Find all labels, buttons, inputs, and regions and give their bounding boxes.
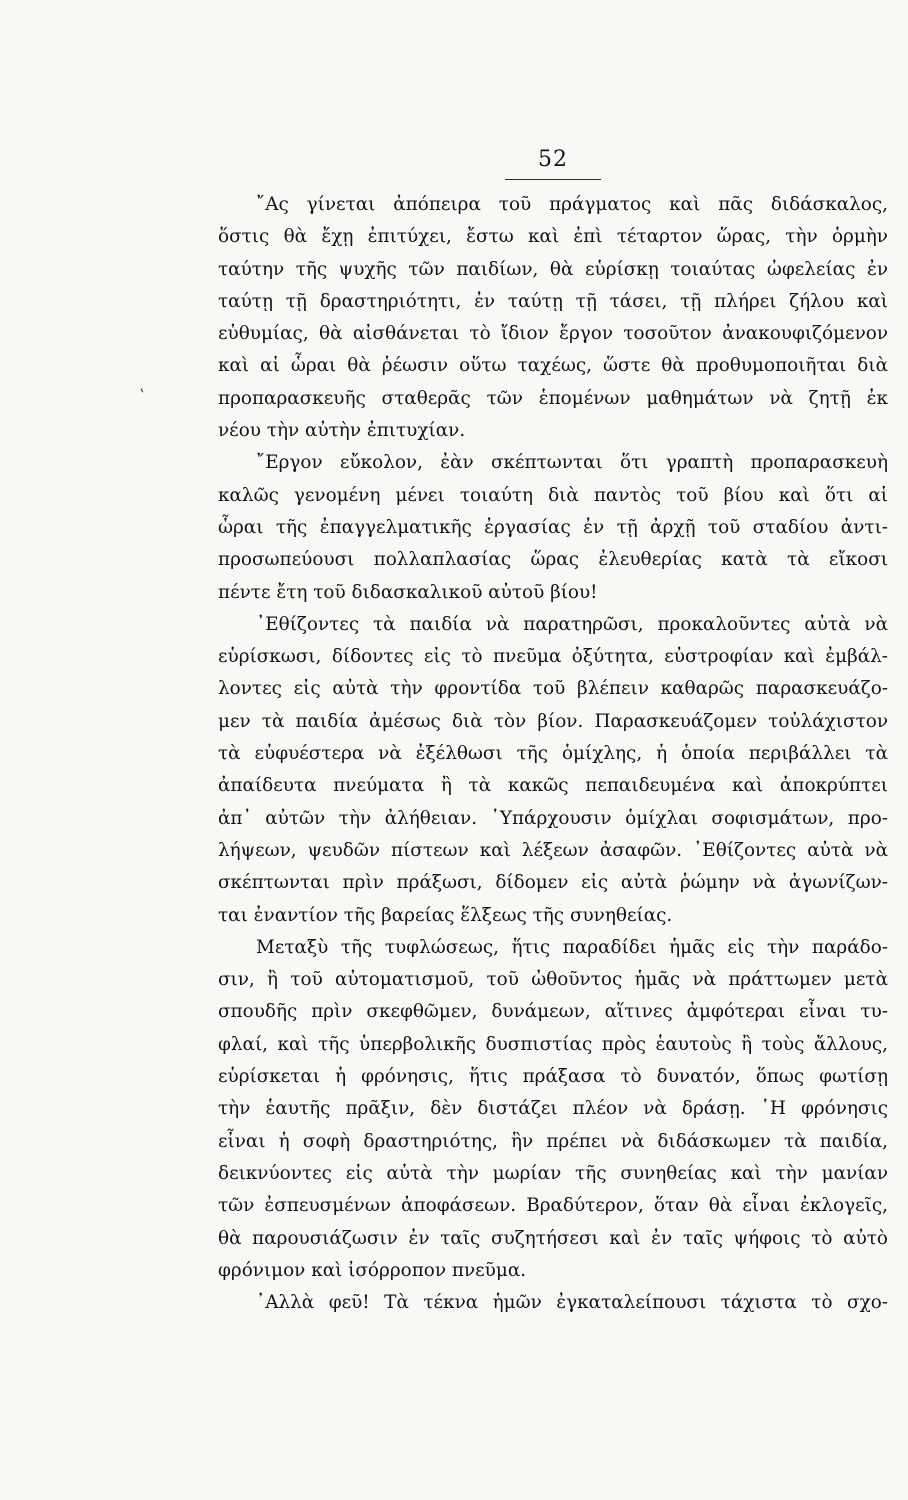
text-line: σιν, ἢ τοῦ αὐτοματισμοῦ, τοῦ ὠθοῦντος ἡμᾶς νὰ πράττωμεν μετὰ bbox=[218, 969, 888, 991]
text-line: εὑρίσκωσι, δίδοντες εἰς τὸ πνεῦμα ὀξύτητα, εὐστροφίαν καὶ ἐμβάλ- bbox=[218, 646, 888, 668]
text-line: ᾿Αλλὰ φεῦ! Τὰ τέκνα ἡμῶν ἐγκαταλείπουσι τάχιστα τὸ σχο- bbox=[256, 1292, 888, 1314]
page-number-rule bbox=[505, 179, 601, 180]
text-line: εὑρίσκεται ἡ φρόνησις, ἥτις πράξασα τὸ δυνατόν, ὅπως φωτίσῃ bbox=[218, 1066, 888, 1088]
text-line: νέου τὴν αὐτὴν ἐπιτυχίαν. bbox=[218, 420, 466, 442]
body-text bbox=[218, 189, 888, 1319]
text-line: ἀπαίδευτα πνεύματα ἢ τὰ κακῶς πεπαιδευμένα καὶ ἀποκρύπτει bbox=[218, 775, 888, 797]
text-line: φρόνιμον καὶ ἰσόρροπον πνεῦμα. bbox=[218, 1259, 527, 1281]
text-line: ταύτην τῆς ψυχῆς τῶν παιδίων, θὰ εὑρίσκῃ τοιαύτας ὠφελείας ἐν bbox=[218, 258, 888, 280]
text-line: θὰ παρουσιάζωσιν ἐν ταῖς συζητήσεσι καὶ ἐν ταῖς ψήφοις τὸ αὐτὸ bbox=[218, 1227, 888, 1249]
text-line: ὅστις θὰ ἔχῃ ἐπιτύχει, ἔστω καὶ ἐπὶ τέταρτον ὥρας, τὴν ὁρμὴν bbox=[218, 226, 888, 248]
text-line: ῎Εργον εὔκολον, ἐὰν σκέπτωνται ὅτι γραπτὴ προπαρασκευὴ bbox=[256, 452, 888, 474]
text-line: ἀπ᾿ αὐτῶν τὴν ἀλήθειαν. ῾Υπάρχουσιν ὁμίχλαι σοφισμάτων, προ- bbox=[218, 807, 888, 829]
text-line: ῎Ας γίνεται ἀπόπειρα τοῦ πράγματος καὶ πᾶς διδάσκαλος, bbox=[256, 194, 888, 215]
text-line: προπαρασκευῆς σταθερᾶς τῶν ἑπομένων μαθημάτων νὰ ζητῇ ἐκ bbox=[218, 387, 888, 409]
text-line: τῶν ἐσπευσμένων ἀποφάσεων. Βραδύτερον, ὅταν θὰ εἶναι ἐκλογεῖς, bbox=[218, 1195, 888, 1217]
margin-mark: ʽ bbox=[139, 386, 145, 406]
text-line: εἶναι ἡ σοφὴ δραστηριότης, ἣν πρέπει νὰ διδάσκωμεν τὰ παιδία, bbox=[218, 1130, 888, 1152]
text-line: μεν τὰ παιδία ἀμέσως διὰ τὸν βίον. Παρασκευάζομεν τοὐλάχιστον bbox=[218, 710, 888, 732]
text-line: σπουδῆς πρὶν σκεφθῶμεν, δυνάμεων, αἵτινες ἀμφότεραι εἶναι τυ- bbox=[218, 1001, 888, 1023]
text-line: Μεταξὺ τῆς τυφλώσεως, ἥτις παραδίδει ἡμᾶς εἰς τὴν παράδο- bbox=[256, 936, 888, 958]
text-line: φλαί, καὶ τῆς ὑπερβολικῆς δυσπιστίας πρὸς ἑαυτοὺς ἢ τοὺς ἄλλους, bbox=[218, 1033, 888, 1055]
text-line: καλῶς γενομένη μένει τοιαύτη διὰ παντὸς τοῦ βίου καὶ ὅτι αἱ bbox=[218, 484, 888, 506]
text-line: πέντε ἔτη τοῦ διδασκαλικοῦ αὐτοῦ βίου! bbox=[218, 581, 598, 603]
text-line: ται ἐναντίον τῆς βαρείας ἕλξεως τῆς συνηθείας. bbox=[218, 904, 673, 926]
text-line: ᾿Εθίζοντες τὰ παιδία νὰ παρατηρῶσι, προκαλοῦντες αὐτὰ νὰ bbox=[256, 613, 888, 635]
text-line: ταύτῃ τῇ δραστηριότητι, ἐν ταύτῃ τῇ τάσει, τῇ πλήρει ζήλου καὶ bbox=[218, 290, 888, 312]
page-number: 52 bbox=[538, 147, 568, 172]
text-line: λοντες εἰς αὐτὰ τὴν φροντίδα τοῦ βλέπειν καθαρῶς παρασκευάζο- bbox=[218, 678, 888, 700]
text-line: δεικνύοντες εἰς αὐτὰ τὴν μωρίαν τῆς συνηθείας καὶ τὴν μανίαν bbox=[218, 1162, 888, 1184]
text-line: καὶ αἱ ὧραι θὰ ῥέωσιν οὕτω ταχέως, ὥστε θὰ προθυμοποιῆται διὰ bbox=[218, 355, 888, 377]
text-line: λήψεων, ψευδῶν πίστεων καὶ λέξεων ἀσαφῶν. ᾿Εθίζοντες αὐτὰ νὰ bbox=[218, 839, 888, 861]
text-line: σκέπτωνται πρὶν πράξωσι, δίδομεν εἰς αὐτὰ ῥώμην νὰ ἀγωνίζων- bbox=[218, 872, 888, 894]
text-line: τὴν ἑαυτῆς πρᾶξιν, δὲν διστάζει πλέον νὰ δράσῃ. ῾Η φρόνησις bbox=[218, 1098, 888, 1120]
text-line: προσωπεύουσι πολλαπλασίας ὥρας ἐλευθερίας κατὰ τὰ εἴκοσι bbox=[218, 549, 888, 571]
text-line: ὧραι τῆς ἐπαγγελματικῆς ἐργασίας ἐν τῇ ἀρχῇ τοῦ σταδίου ἀντι- bbox=[218, 516, 888, 538]
text-line: τὰ εὐφυέστερα νὰ ἐξέλθωσι τῆς ὁμίχλης, ἡ ὁποία περιβάλλει τὰ bbox=[218, 743, 888, 765]
text-line: εὐθυμίας, θὰ αἰσθάνεται τὸ ἴδιον ἔργον τοσοῦτον ἀνακουφιζόμενον bbox=[218, 323, 888, 345]
